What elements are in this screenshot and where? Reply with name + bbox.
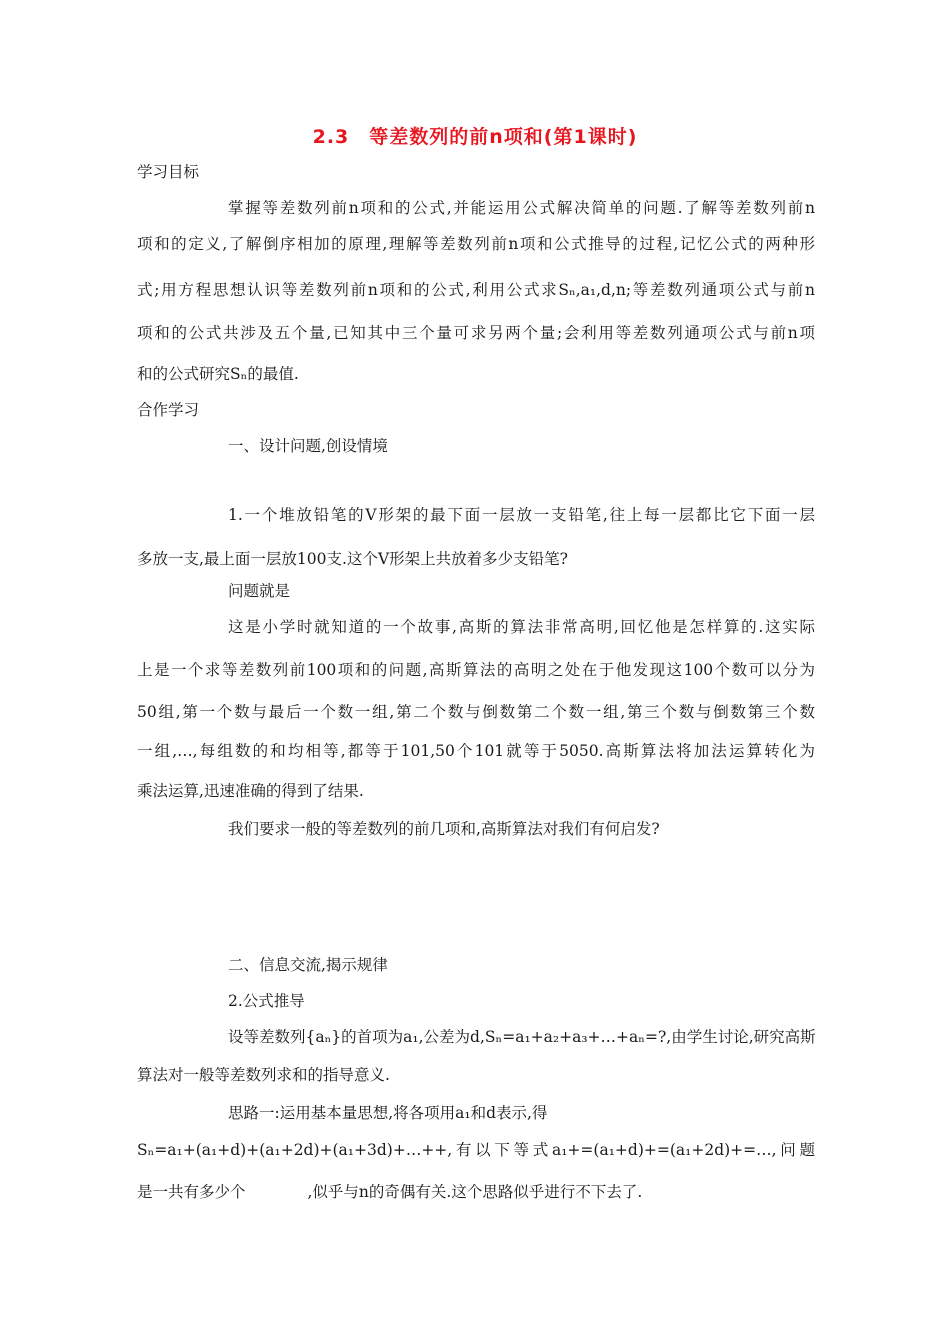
objectives-line: 和的公式研究Sₙ的最值. (137, 365, 299, 383)
objectives-line: 项和的定义,了解倒序相加的原理,理解等差数列前n项和公式推导的过程,记忆公式的两种形 (137, 235, 815, 253)
page-title: 2.3 等差数列的前n项和(第1课时) (312, 126, 638, 148)
idea-1-line: Sₙ=a₁+(a₁+d)+(a₁+2d)+(a₁+3d)+…++,有以下等式a₁+=(a₁+d)+=(a₁+2d)+=…,问题 (137, 1141, 815, 1159)
question-2-line: 算法对一般等差数列求和的指导意义. (137, 1066, 390, 1084)
idea-1-line: 是一共有多少个 ,似乎与n的奇偶有关.这个思路似乎进行不下去了. (137, 1183, 643, 1201)
gauss-paragraph-line: 一组,…,每组数的和均相等,都等于101,50个101就等于5050.高斯算法将加法运算转化为 (137, 742, 815, 760)
question-2-line: 设等差数列{aₙ}的首项为a₁,公差为d,Sₙ=a₁+a₂+a₃+…+aₙ=?,由学生讨论,研究高斯 (228, 1028, 816, 1046)
idea-1-heading: 思路一:运用基本量思想,将各项用a₁和d表示,得 (228, 1104, 548, 1122)
part1-heading: 一、设计问题,创设情境 (228, 437, 388, 455)
gauss-paragraph-line: 乘法运算,迅速准确的得到了结果. (137, 782, 364, 800)
gauss-question: 我们要求一般的等差数列的前几项和,高斯算法对我们有何启发? (228, 820, 660, 838)
objectives-line: 掌握等差数列前n项和的公式,并能运用公式解决简单的问题.了解等差数列前n (228, 199, 815, 217)
objectives-line: 式;用方程思想认识等差数列前n项和的公式,利用公式求Sₙ,a₁,d,n;等差数列通项公式与前n (137, 281, 815, 299)
objectives-line: 项和的公式共涉及五个量,已知其中三个量可求另两个量;会利用等差数列通项公式与前n项 (137, 324, 815, 342)
part2-heading: 二、信息交流,揭示规律 (228, 956, 388, 974)
coop-heading: 合作学习 (137, 401, 200, 419)
gauss-paragraph-line: 这是小学时就知道的一个故事,高斯的算法非常高明,回忆他是怎样算的.这实际 (228, 618, 815, 636)
question-1-line: 多放一支,最上面一层放100支.这个V形架上共放着多少支铅笔? (137, 550, 568, 568)
question-1-line: 1.一个堆放铅笔的V形架的最下面一层放一支铅笔,往上每一层都比它下面一层 (228, 506, 815, 524)
objectives-heading: 学习目标 (137, 163, 200, 181)
question-2-heading: 2.公式推导 (228, 992, 305, 1010)
gauss-paragraph-line: 50组,第一个数与最后一个数一组,第二个数与倒数第二个数一组,第三个数与倒数第三个数 (137, 703, 815, 721)
question-1-problem: 问题就是 (228, 582, 291, 600)
gauss-paragraph-line: 上是一个求等差数列前100项和的问题,高斯算法的高明之处在于他发现这100个数可以分为 (137, 661, 815, 679)
